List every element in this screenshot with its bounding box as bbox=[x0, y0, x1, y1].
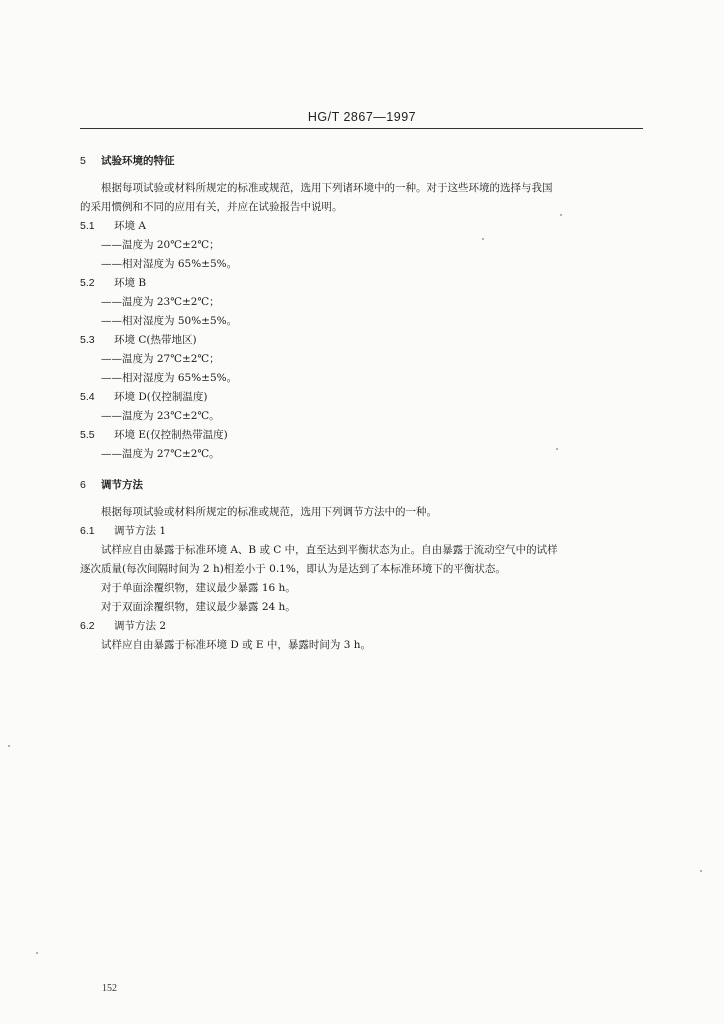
subsection-title: 环境 B bbox=[114, 277, 147, 289]
paragraph-line: 的采用惯例和不同的应用有关，并应在试验报告中说明。 bbox=[80, 201, 343, 213]
paragraph-line: 试样应自由暴露于标准环境 D 或 E 中，暴露时间为 3 h。 bbox=[101, 639, 372, 651]
subsection-heading bbox=[80, 331, 644, 350]
subsection-title: 调节方法 1 bbox=[114, 525, 167, 537]
list-item: ——温度为 27℃±2℃。 bbox=[101, 448, 220, 460]
section-number: 5 bbox=[80, 155, 86, 167]
list-item: ——相对湿度为 50%±5%。 bbox=[101, 315, 238, 327]
paragraph-line: 试样应自由暴露于标准环境 A、B 或 C 中，直至达到平衡状态为止。自由暴露于流动空气中的试样 bbox=[101, 544, 558, 556]
header-rule bbox=[80, 128, 643, 129]
subsection-number: 6.2 bbox=[80, 620, 95, 632]
subsection-number: 5.2 bbox=[80, 277, 95, 289]
list-item: ——温度为 23℃±2℃。 bbox=[101, 410, 220, 422]
subsection-title: 环境 C(热带地区) bbox=[114, 334, 197, 346]
subsection-title: 环境 D(仅控制温度) bbox=[114, 391, 208, 403]
scan-speck bbox=[36, 952, 38, 954]
subsection-number: 5.1 bbox=[80, 220, 95, 232]
subsection-heading bbox=[80, 522, 644, 541]
section-title: 试验环境的特征 bbox=[101, 155, 175, 167]
scan-speck bbox=[556, 448, 558, 450]
list-item: ——相对湿度为 65%±5%。 bbox=[101, 372, 238, 384]
scan-speck bbox=[700, 870, 702, 872]
subsection-heading bbox=[80, 217, 644, 236]
scan-speck bbox=[8, 745, 10, 747]
subsection-number: 5.5 bbox=[80, 429, 95, 441]
list-item: ——温度为 27℃±2℃； bbox=[101, 353, 220, 365]
subsection-number: 5.4 bbox=[80, 391, 95, 403]
subsection-title: 环境 A bbox=[114, 220, 146, 232]
subsection-number: 6.1 bbox=[80, 525, 95, 537]
section-heading bbox=[80, 152, 644, 171]
scan-speck bbox=[560, 214, 562, 216]
subsection-heading bbox=[80, 388, 644, 407]
paragraph-line: 逐次质量(每次间隔时间为 2 h)相差小于 0.1%，即认为是达到了本标准环境下的平衡状态。 bbox=[80, 563, 506, 575]
paragraph-line: 根据每项试验或材料所规定的标准或规范，选用下列调节方法中的一种。 bbox=[101, 506, 437, 518]
paragraph-line: 根据每项试验或材料所规定的标准或规范，选用下列诸环境中的一种。对于这些环境的选择与我国 bbox=[101, 182, 553, 194]
subsection-heading bbox=[80, 617, 644, 636]
list-item: ——温度为 23℃±2℃； bbox=[101, 296, 220, 308]
paragraph-line: 对于双面涂覆织物，建议最少暴露 24 h。 bbox=[101, 601, 296, 613]
scan-speck bbox=[482, 238, 484, 240]
list-item: ——温度为 20℃±2℃； bbox=[101, 239, 220, 251]
page-number: 152 bbox=[102, 983, 117, 994]
paragraph-line: 对于单面涂覆织物，建议最少暴露 16 h。 bbox=[101, 582, 296, 594]
subsection-title: 环境 E(仅控制热带温度) bbox=[114, 429, 228, 441]
section-title: 调节方法 bbox=[101, 479, 143, 491]
section-number: 6 bbox=[80, 479, 86, 491]
document-body bbox=[80, 152, 644, 655]
subsection-heading bbox=[80, 274, 644, 293]
subsection-title: 调节方法 2 bbox=[114, 620, 167, 632]
standard-code: HG/T 2867—1997 bbox=[307, 110, 417, 124]
subsection-heading bbox=[80, 426, 644, 445]
subsection-number: 5.3 bbox=[80, 334, 95, 346]
list-item: ——相对湿度为 65%±5%。 bbox=[101, 258, 238, 270]
section-heading bbox=[80, 476, 644, 495]
